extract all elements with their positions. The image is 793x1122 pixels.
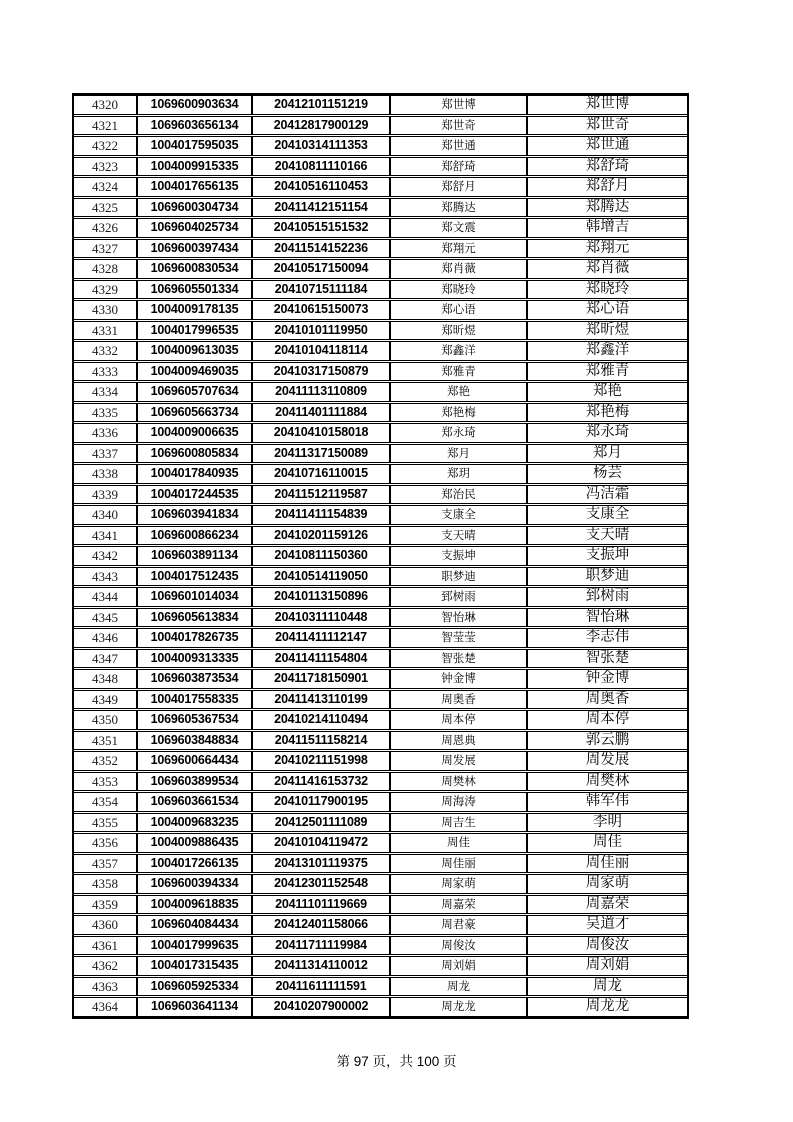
table-cell-col4: 郑舒月	[391, 178, 528, 196]
table-cell-col5: 郑艳梅	[585, 403, 630, 420]
table-cell-col4: 郑月	[391, 445, 528, 463]
table-cell-col2: 1069601014034	[138, 588, 253, 606]
table-cell-col5: 郑翔元	[585, 239, 630, 256]
table-cell-col3: 20410104118114	[253, 342, 391, 360]
table-row	[74, 772, 687, 792]
table-cell-col4: 郑艳梅	[391, 404, 528, 422]
table-row	[74, 300, 687, 320]
table-cell-col4: 郑艳	[391, 383, 528, 401]
table-cell-col1: 4325	[74, 199, 138, 217]
table-row	[74, 710, 687, 730]
table-row	[74, 444, 687, 464]
table-cell-col3: 20411512119587	[253, 486, 391, 504]
table-cell-col4: 周恩典	[391, 732, 528, 750]
table-cell-col3: 20411511158214	[253, 732, 391, 750]
table-cell-col5: 郑昕煜	[585, 321, 630, 338]
table-row	[74, 136, 687, 156]
table-cell-col1: 4355	[74, 814, 138, 832]
table-cell-col1: 4349	[74, 691, 138, 709]
table-cell-col1: 4326	[74, 219, 138, 237]
table-cell-col4: 郑文震	[391, 219, 528, 237]
table-cell-col3: 20410516110453	[253, 178, 391, 196]
table-cell-col3: 20410314111353	[253, 137, 391, 155]
table-cell-col5: 郑腾达	[585, 198, 630, 215]
table-cell-col5: 钟金博	[585, 670, 630, 686]
table-cell-col4: 郑永琦	[391, 424, 528, 442]
table-cell-col2: 1004009915335	[138, 158, 253, 176]
table-cell-col1: 4331	[74, 322, 138, 340]
table-cell-col2: 1069600830534	[138, 260, 253, 278]
table-cell-col1: 4364	[74, 998, 138, 1016]
table-cell-col5: 周俊汝	[585, 936, 630, 953]
table-cell-col3: 20411413110199	[253, 691, 391, 709]
table-cell-col4: 钟金博	[391, 670, 528, 688]
table-cell-col3: 20410811110166	[253, 158, 391, 176]
table-cell-col4: 周海涛	[391, 793, 528, 811]
table-cell-col5: 郅树雨	[585, 588, 630, 604]
table-cell-col1: 4356	[74, 834, 138, 852]
table-cell-col3: 20410515151532	[253, 219, 391, 237]
table-cell-col5: 郑肖薇	[585, 260, 630, 276]
table-cell-col2: 1069603899534	[138, 773, 253, 791]
table-cell-col3: 20411718150901	[253, 670, 391, 688]
table-cell-col1: 4357	[74, 855, 138, 873]
table-row	[74, 833, 687, 853]
table-row	[74, 321, 687, 341]
table-cell-col2: 1004017996535	[138, 322, 253, 340]
table-cell-col2: 1069605613834	[138, 609, 253, 627]
table-cell-col2: 1004009469035	[138, 363, 253, 381]
table-cell-col4: 郑舒琦	[391, 158, 528, 176]
table-row	[74, 157, 687, 177]
table-cell-col4: 郑玥	[391, 465, 528, 483]
table-cell-col1: 4346	[74, 629, 138, 647]
table-row	[74, 649, 687, 669]
table-row	[74, 813, 687, 833]
table-cell-col4: 周奥香	[391, 691, 528, 709]
table-row	[74, 956, 687, 976]
table-cell-col5: 周嘉荣	[585, 895, 630, 912]
table-cell-col1: 4354	[74, 793, 138, 811]
table-cell-col3: 20410113150896	[253, 588, 391, 606]
table-cell-col1: 4322	[74, 137, 138, 155]
roster-table	[72, 93, 689, 1019]
table-cell-col3: 20410214110494	[253, 711, 391, 729]
table-row	[74, 341, 687, 361]
table-cell-col2: 1004017999635	[138, 937, 253, 955]
table-cell-col5: 吴道才	[585, 916, 630, 932]
table-cell-col5: 李志伟	[585, 629, 630, 645]
table-cell-col3: 20411401111884	[253, 404, 391, 422]
table-cell-col4: 郑雅青	[391, 363, 528, 381]
table-cell-col3: 20411101119669	[253, 896, 391, 914]
table-row	[74, 177, 687, 197]
table-cell-col2: 1069600664434	[138, 752, 253, 770]
table-cell-col5: 郑雅青	[585, 362, 630, 379]
table-cell-col4: 郑世奇	[391, 117, 528, 135]
table-cell-col4: 周嘉荣	[391, 896, 528, 914]
table-cell-col5: 智张楚	[585, 649, 630, 666]
table-cell-col4: 郑世博	[391, 96, 528, 114]
table-cell-col3: 20411611111591	[253, 978, 391, 996]
table-cell-col1: 4351	[74, 732, 138, 750]
table-row	[74, 505, 687, 525]
table-cell-col4: 智莹莹	[391, 629, 528, 647]
table-cell-col3: 20410517150094	[253, 260, 391, 278]
table-cell-col2: 1004009886435	[138, 834, 253, 852]
table-cell-col2: 1069604025734	[138, 219, 253, 237]
table-cell-col5: 郑晓玲	[585, 280, 630, 297]
table-cell-col2: 1069600866234	[138, 527, 253, 545]
table-cell-col2: 1004009006635	[138, 424, 253, 442]
table-cell-col1: 4361	[74, 937, 138, 955]
table-cell-col2: 1069603873534	[138, 670, 253, 688]
table-cell-col4: 周俊汝	[391, 937, 528, 955]
table-cell-col5: 郑世通	[585, 137, 630, 153]
table-cell-col4: 周龙龙	[391, 998, 528, 1016]
table-cell-col2: 1004017558335	[138, 691, 253, 709]
table-cell-col2: 1069600805834	[138, 445, 253, 463]
table-cell-col1: 4329	[74, 281, 138, 299]
table-cell-col4: 周佳丽	[391, 855, 528, 873]
table-row	[74, 751, 687, 771]
table-cell-col4: 周刘娟	[391, 957, 528, 975]
table-row	[74, 608, 687, 628]
table-cell-col1: 4333	[74, 363, 138, 381]
table-cell-col3: 20410715111184	[253, 281, 391, 299]
table-cell-col1: 4338	[74, 465, 138, 483]
table-cell-col2: 1004017266135	[138, 855, 253, 873]
table-cell-col2: 1004017244535	[138, 486, 253, 504]
table-cell-col5: 郑世奇	[585, 116, 630, 133]
table-cell-col3: 20410811150360	[253, 547, 391, 565]
table-cell-col5: 杨芸	[593, 465, 622, 481]
table-cell-col1: 4339	[74, 486, 138, 504]
table-cell-col5: 韩军伟	[585, 793, 630, 809]
table-cell-col1: 4336	[74, 424, 138, 442]
table-cell-col4: 郑世通	[391, 137, 528, 155]
table-cell-col2: 1004017840935	[138, 465, 253, 483]
table-row	[74, 854, 687, 874]
table-cell-col4: 周龙	[391, 978, 528, 996]
table-cell-col1: 4358	[74, 875, 138, 893]
table-cell-col3: 20410410158018	[253, 424, 391, 442]
table-row	[74, 977, 687, 997]
table-cell-col1: 4337	[74, 445, 138, 463]
table-cell-col4: 周本停	[391, 711, 528, 729]
table-row	[74, 218, 687, 238]
table-cell-col3: 20411113110809	[253, 383, 391, 401]
table-cell-col3: 20411411154839	[253, 506, 391, 524]
table-cell-col5: 郑舒琦	[585, 157, 630, 174]
table-cell-col5: 郭云鹏	[585, 731, 630, 748]
table-cell-col5: 周发展	[585, 752, 630, 768]
table-row	[74, 382, 687, 402]
table-cell-col3: 20410615150073	[253, 301, 391, 319]
table-cell-col5: 冯洁霜	[585, 485, 630, 502]
table-cell-col2: 1004017656135	[138, 178, 253, 196]
table-cell-col5: 支康全	[585, 506, 630, 522]
table-cell-col1: 4320	[74, 96, 138, 114]
table-row	[74, 587, 687, 607]
table-cell-col4: 郑心语	[391, 301, 528, 319]
table-cell-col4: 郑治民	[391, 486, 528, 504]
table-cell-col5: 郑世博	[585, 96, 630, 112]
table-cell-col1: 4350	[74, 711, 138, 729]
table-cell-col2: 1069605501334	[138, 281, 253, 299]
table-cell-col3: 20411514152236	[253, 240, 391, 258]
table-cell-col3: 20411411112147	[253, 629, 391, 647]
table-cell-col4: 职梦迪	[391, 568, 528, 586]
table-cell-col5: 周刘娟	[585, 957, 630, 973]
table-row	[74, 669, 687, 689]
table-cell-col5: 职梦迪	[585, 567, 630, 584]
table-cell-col4: 周家萌	[391, 875, 528, 893]
table-row	[74, 485, 687, 505]
table-row	[74, 259, 687, 279]
table-cell-col1: 4360	[74, 916, 138, 934]
table-row	[74, 423, 687, 443]
table-cell-col4: 周吉生	[391, 814, 528, 832]
table-cell-col2: 1069600304734	[138, 199, 253, 217]
table-cell-col1: 4348	[74, 670, 138, 688]
table-cell-col4: 周君豪	[391, 916, 528, 934]
table-row	[74, 362, 687, 382]
table-cell-col2: 1069605707634	[138, 383, 253, 401]
table-cell-col2: 1069605663734	[138, 404, 253, 422]
table-row	[74, 116, 687, 136]
table-cell-col3: 20412101151219	[253, 96, 391, 114]
table-cell-col5: 周龙	[593, 977, 622, 994]
table-row	[74, 567, 687, 587]
table-row	[74, 239, 687, 259]
table-cell-col4: 郑翔元	[391, 240, 528, 258]
table-cell-col5: 支振坤	[585, 547, 630, 563]
table-cell-col4: 智张楚	[391, 650, 528, 668]
table-cell-col2: 1069605367534	[138, 711, 253, 729]
table-cell-col1: 4335	[74, 404, 138, 422]
table-row	[74, 198, 687, 218]
table-cell-col3: 20410716110015	[253, 465, 391, 483]
table-cell-col2: 1069604084434	[138, 916, 253, 934]
table-cell-col1: 4327	[74, 240, 138, 258]
table-cell-col1: 4323	[74, 158, 138, 176]
table-cell-col5: 郑舒月	[585, 178, 630, 194]
table-cell-col1: 4347	[74, 650, 138, 668]
table-row	[74, 936, 687, 956]
table-cell-col3: 20412301152548	[253, 875, 391, 893]
table-cell-col1: 4341	[74, 527, 138, 545]
table-cell-col4: 智怡琳	[391, 609, 528, 627]
table-row	[74, 997, 687, 1017]
table-row	[74, 895, 687, 915]
table-row	[74, 403, 687, 423]
table-cell-col1: 4340	[74, 506, 138, 524]
table-cell-col3: 20411416153732	[253, 773, 391, 791]
table-cell-col3: 20411412151154	[253, 199, 391, 217]
table-cell-col4: 周樊林	[391, 773, 528, 791]
table-cell-col5: 周龙龙	[585, 998, 630, 1014]
table-cell-col4: 支振坤	[391, 547, 528, 565]
table-row	[74, 874, 687, 894]
table-cell-col2: 1069600394334	[138, 875, 253, 893]
table-row	[74, 731, 687, 751]
table-cell-col1: 4343	[74, 568, 138, 586]
table-cell-col1: 4362	[74, 957, 138, 975]
table-cell-col3: 20411317150089	[253, 445, 391, 463]
table-row	[74, 690, 687, 710]
table-cell-col5: 郑心语	[585, 301, 630, 317]
table-cell-col4: 支康全	[391, 506, 528, 524]
table-cell-col2: 1069600903634	[138, 96, 253, 114]
table-cell-col4: 郑鑫洋	[391, 342, 528, 360]
table-cell-col3: 20411314110012	[253, 957, 391, 975]
table-cell-col2: 1004009683235	[138, 814, 253, 832]
table-row	[74, 792, 687, 812]
table-cell-col1: 4334	[74, 383, 138, 401]
table-cell-col2: 1004009313335	[138, 650, 253, 668]
table-cell-col1: 4342	[74, 547, 138, 565]
table-cell-col2: 1069603848834	[138, 732, 253, 750]
table-cell-col1: 4359	[74, 896, 138, 914]
table-cell-col4: 周发展	[391, 752, 528, 770]
table-cell-col3: 20410117900195	[253, 793, 391, 811]
table-cell-col3: 20410207900002	[253, 998, 391, 1016]
table-cell-col1: 4324	[74, 178, 138, 196]
table-cell-col3: 20412817900129	[253, 117, 391, 135]
table-cell-col1: 4363	[74, 978, 138, 996]
table-cell-col2: 1004017315435	[138, 957, 253, 975]
table-row	[74, 526, 687, 546]
table-row	[74, 464, 687, 484]
table-cell-col5: 周佳	[593, 834, 622, 850]
table-cell-col1: 4321	[74, 117, 138, 135]
table-cell-col3: 20411711119984	[253, 937, 391, 955]
table-cell-col4: 支天晴	[391, 527, 528, 545]
table-cell-col3: 20413101119375	[253, 855, 391, 873]
table-row	[74, 280, 687, 300]
table-cell-col3: 20412401158066	[253, 916, 391, 934]
table-cell-col2: 1004017826735	[138, 629, 253, 647]
table-cell-col2: 1069603891134	[138, 547, 253, 565]
table-cell-col2: 1069603656134	[138, 117, 253, 135]
table-cell-col3: 20410101119950	[253, 322, 391, 340]
table-cell-col5: 李明	[593, 813, 622, 830]
table-cell-col3: 20410317150879	[253, 363, 391, 381]
table-row	[74, 95, 687, 115]
table-cell-col2: 1069603641134	[138, 998, 253, 1016]
table-cell-col3: 20411411154804	[253, 650, 391, 668]
page-number-footer: 第 97 页，共 100 页	[336, 1054, 457, 1069]
table-cell-col2: 1069600397434	[138, 240, 253, 258]
table-cell-col5: 周佳丽	[585, 854, 630, 871]
table-row	[74, 915, 687, 935]
table-cell-col1: 4352	[74, 752, 138, 770]
table-cell-col4: 郑肖薇	[391, 260, 528, 278]
table-row	[74, 628, 687, 648]
table-cell-col4: 郑昕煜	[391, 322, 528, 340]
table-cell-col1: 4328	[74, 260, 138, 278]
table-cell-col1: 4353	[74, 773, 138, 791]
table-cell-col2: 1004009178135	[138, 301, 253, 319]
table-cell-col3: 20410514119050	[253, 568, 391, 586]
table-cell-col1: 4344	[74, 588, 138, 606]
table-cell-col3: 20412501111089	[253, 814, 391, 832]
table-cell-col5: 支天晴	[585, 526, 630, 543]
table-cell-col5: 周家萌	[585, 875, 630, 891]
table-cell-col5: 周本停	[585, 711, 630, 727]
table-cell-col2: 1004017512435	[138, 568, 253, 586]
table-cell-col5: 周奥香	[585, 690, 630, 707]
table-cell-col2: 1004017595035	[138, 137, 253, 155]
table-cell-col5: 周樊林	[585, 772, 630, 789]
table-cell-col4: 郑腾达	[391, 199, 528, 217]
table-cell-col3: 20410311110448	[253, 609, 391, 627]
table-cell-col3: 20410104119472	[253, 834, 391, 852]
table-cell-col4: 郅树雨	[391, 588, 528, 606]
table-cell-col3: 20410211151998	[253, 752, 391, 770]
table-cell-col1: 4345	[74, 609, 138, 627]
table-cell-col4: 郑晓玲	[391, 281, 528, 299]
table-cell-col5: 郑永琦	[585, 424, 630, 440]
table-cell-col2: 1069603941834	[138, 506, 253, 524]
table-cell-col2: 1069605925334	[138, 978, 253, 996]
table-cell-col5: 韩增吉	[585, 219, 630, 235]
table-cell-col5: 智怡琳	[585, 608, 630, 625]
table-cell-col5: 郑月	[593, 444, 622, 461]
table-cell-col4: 周佳	[391, 834, 528, 852]
table-cell-col1: 4332	[74, 342, 138, 360]
table-cell-col3: 20410201159126	[253, 527, 391, 545]
table-row	[74, 546, 687, 566]
table-cell-col2: 1069603661534	[138, 793, 253, 811]
table-cell-col5: 郑艳	[593, 383, 622, 399]
table-cell-col2: 1004009618835	[138, 896, 253, 914]
table-cell-col5: 郑鑫洋	[585, 342, 630, 358]
table-cell-col2: 1004009613035	[138, 342, 253, 360]
table-cell-col1: 4330	[74, 301, 138, 319]
